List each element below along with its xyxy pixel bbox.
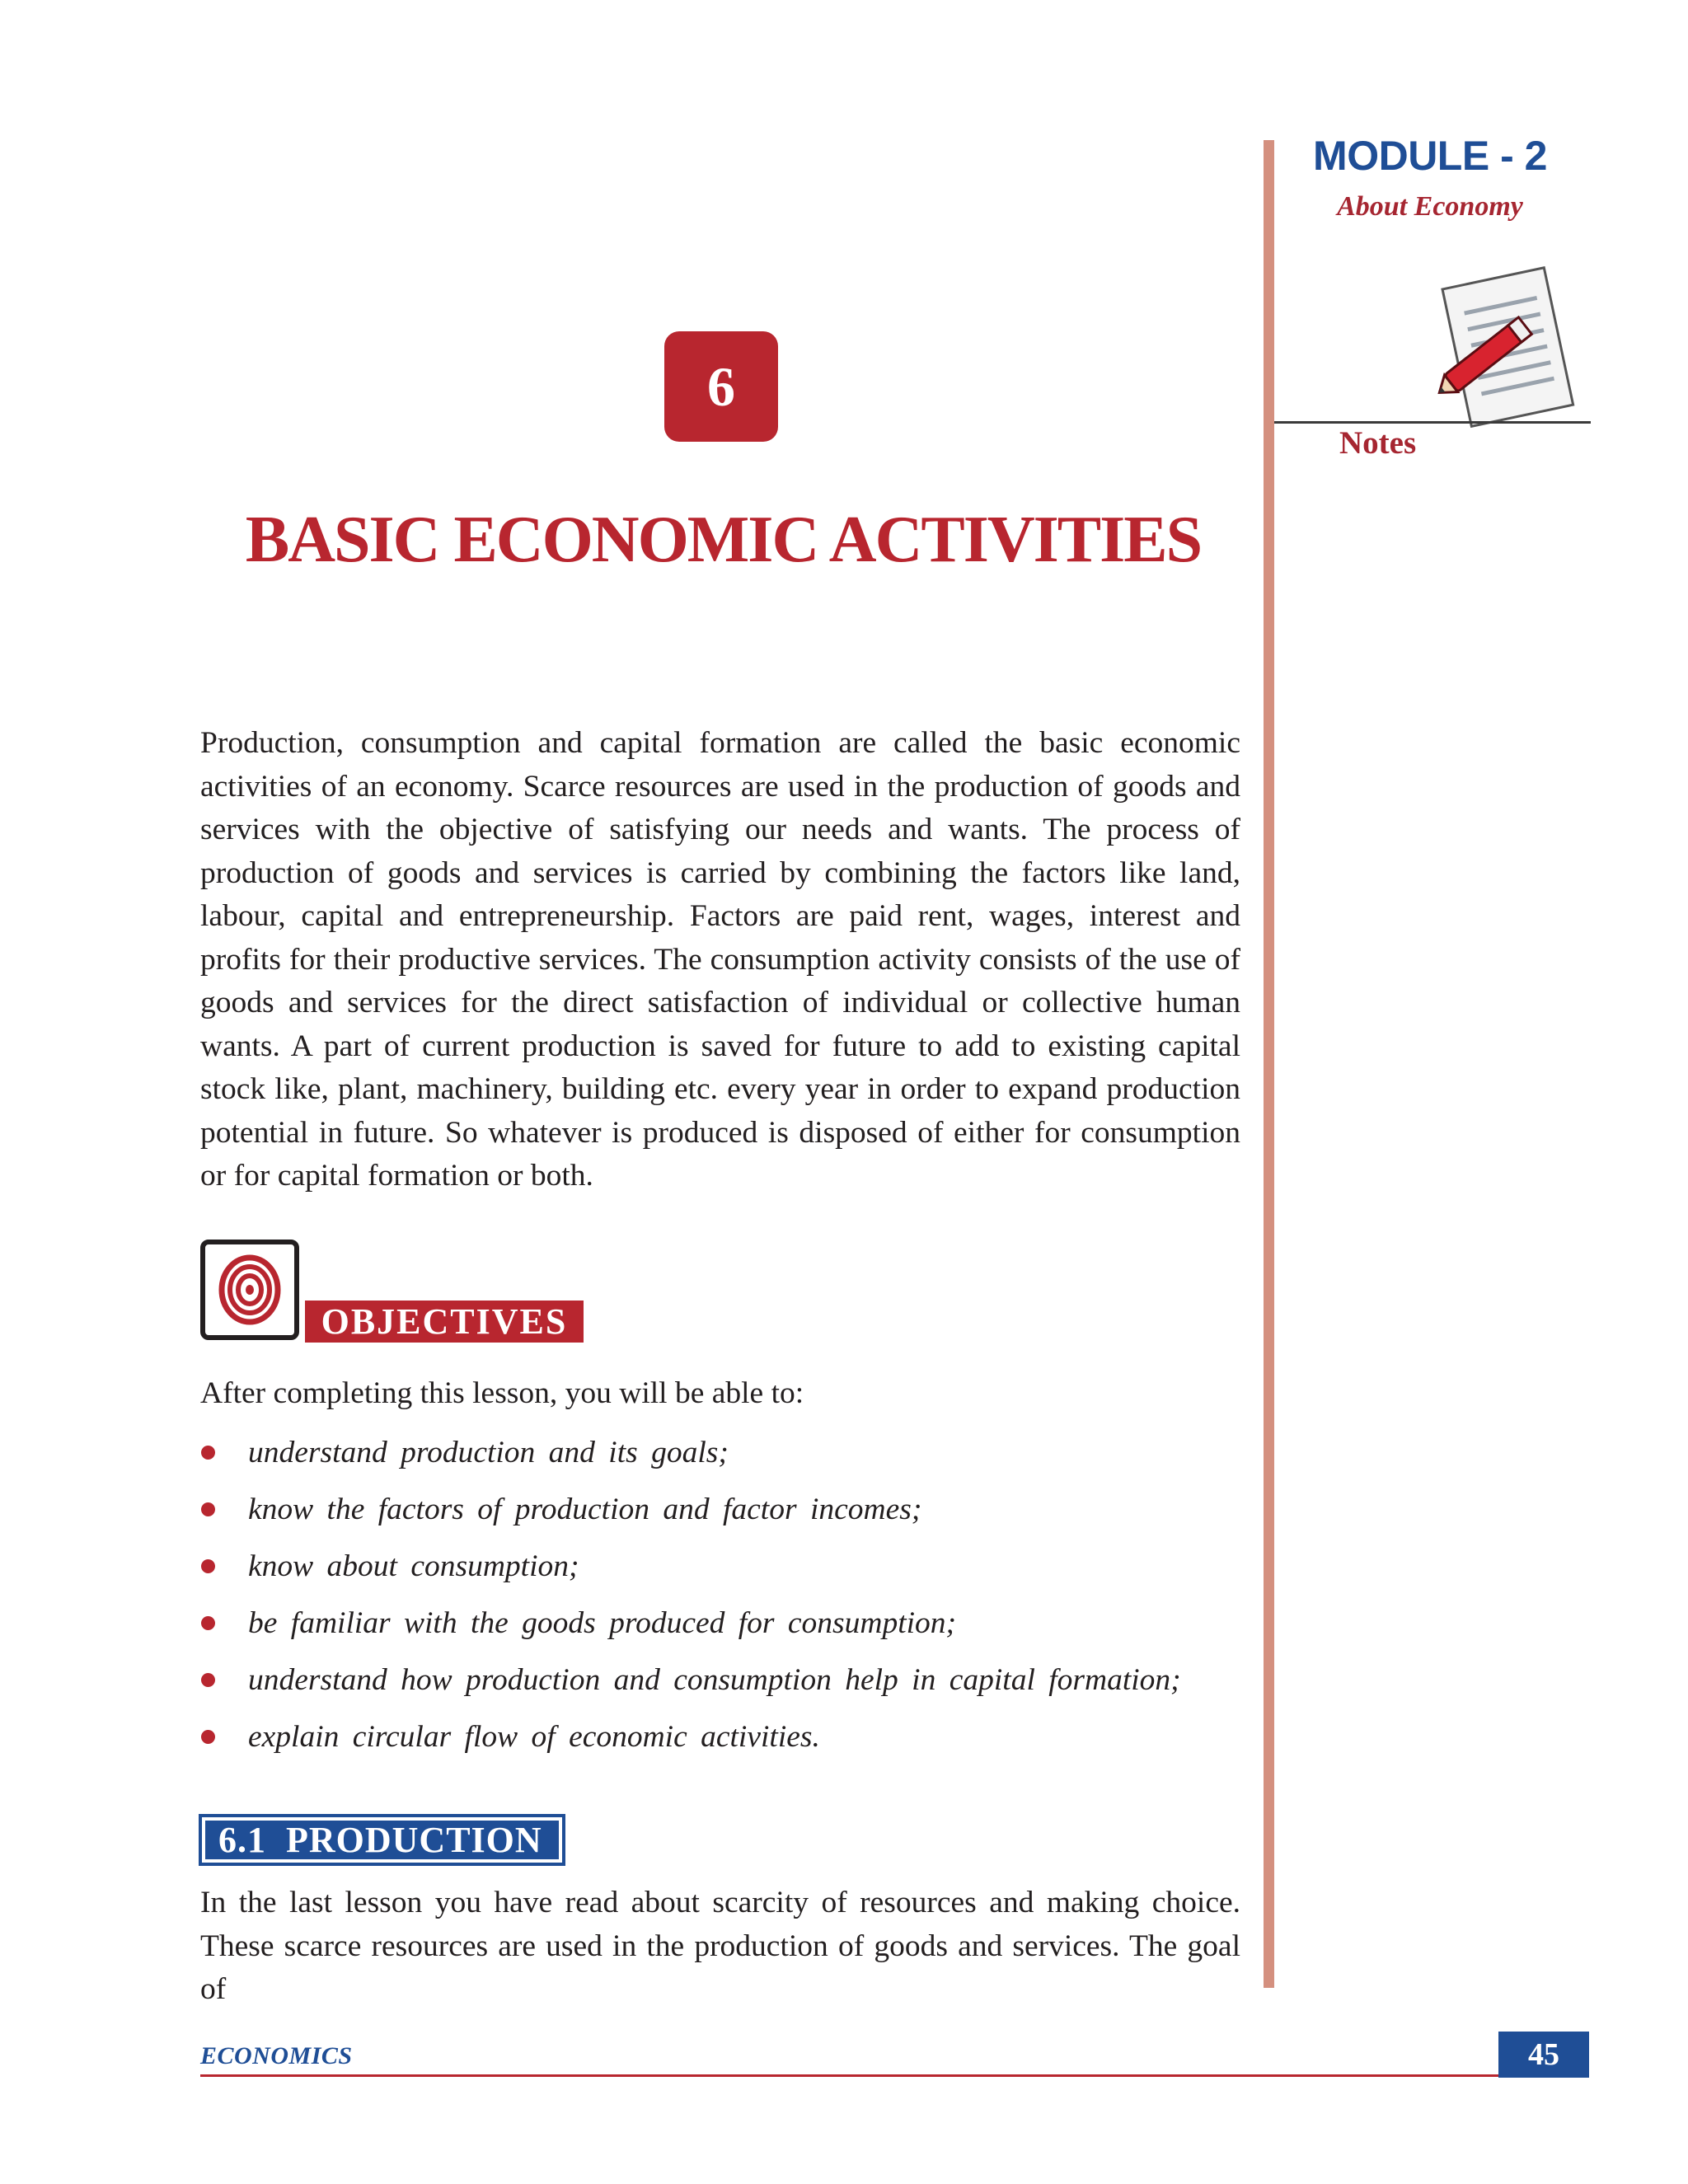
footer-subject: ECONOMICS [200,2042,353,2069]
module-subtitle: About Economy [1337,191,1523,222]
bullet-icon [201,1559,215,1573]
page-number: 45 [1498,2032,1589,2078]
objectives-intro: After completing this lesson, you will be able to: [200,1376,804,1410]
objectives-label: OBJECTIVES [305,1301,584,1343]
bullet-icon [201,1730,215,1744]
objectives-list [200,1434,1272,1775]
objective-item: know the factors of production and factor incomes; [200,1491,1272,1548]
chapter-number-badge: 6 [664,331,778,442]
notes-pencil-icon [1426,262,1591,448]
bullet-icon [201,1673,215,1687]
section-paragraph: In the last lesson you have read about scarcity of resources and making choice. These scarce resources are used in the production of goods and services. The goal of [200,1886,1240,2006]
bullet-icon [201,1446,215,1460]
objective-item: understand production and its goals; [200,1434,1272,1491]
intro-paragraph: Production, consumption and capital formation are called the basic economic activities of an economy. Scarce resources are used in the production of goods and services with the objective of satisfying our needs and wants. The process of production of goods and services is carried by combining the factors like land, labour, capital and entrepreneurship. Factors are paid rent, wages, interest and profits for their productive services. The consumption activity consists of the use of goods and services for the direct satisfaction of individual or collective human wants. A part of current production is saved for future to add to existing capital stock like, plant, machinery, building etc. every year in order to expand production potential in future. So whatever is produced is disposed of either for consumption or for capital formation or both. [200,726,1240,1193]
notes-rule [1274,421,1591,424]
objective-item: understand how production and consumption help in capital formation; [200,1661,1272,1718]
notes-label: Notes [1339,425,1417,461]
section-heading: 6.1 PRODUCTION [202,1817,562,1863]
module-title: MODULE - 2 [1313,133,1547,179]
bullet-icon [201,1502,215,1516]
chapter-title: BASIC ECONOMIC ACTIVITIES [245,504,1202,576]
target-icon [200,1240,299,1340]
bullet-icon [201,1616,215,1630]
objective-item: be familiar with the goods produced for consumption; [200,1605,1272,1661]
objective-item: know about consumption; [200,1548,1272,1605]
footer-rule [200,2074,1498,2077]
objective-item: explain circular flow of economic activities. [200,1718,1272,1775]
